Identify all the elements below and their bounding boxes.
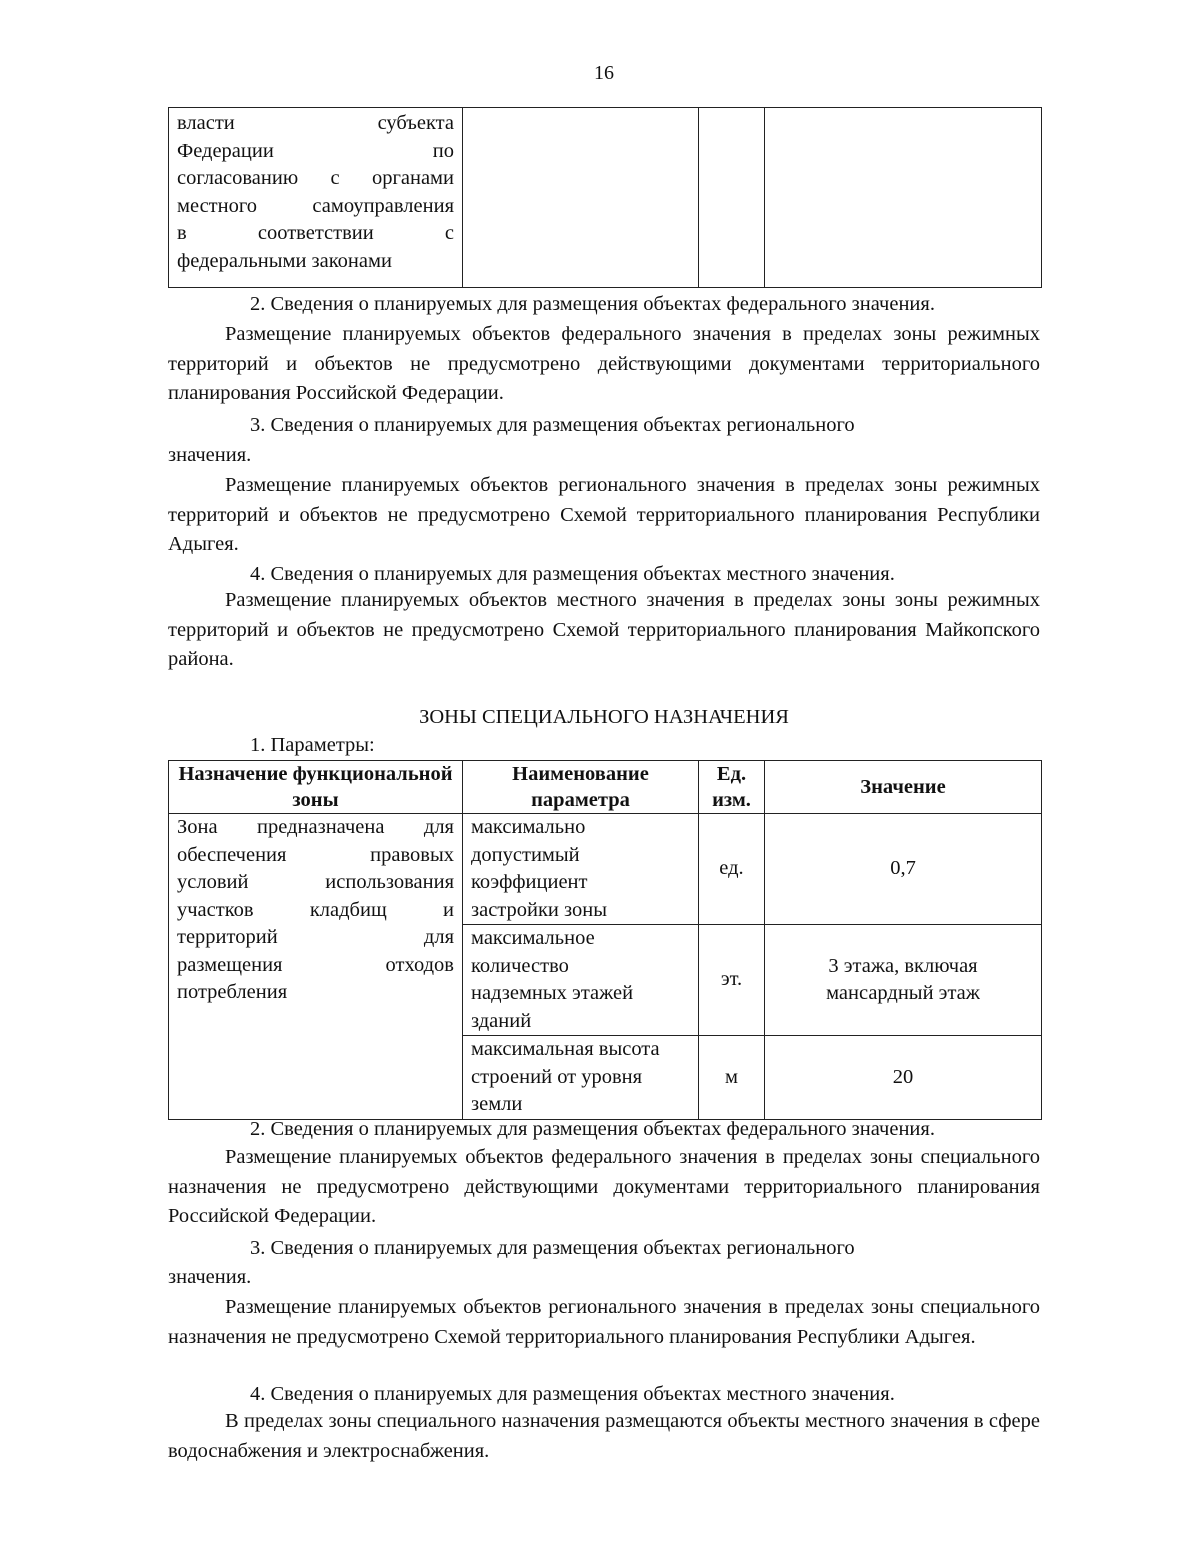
param-name: максимальная высота строений от уровня земли xyxy=(463,1036,699,1120)
table-row xyxy=(169,814,1042,925)
param-value: 20 xyxy=(765,1036,1042,1120)
cell-line: власти субъекта xyxy=(177,112,454,134)
s1-regional-text: Размещение планируемых объектов регионального значения в пределах зоны режимных территорий и объектов не предусмотрено Схемой территориального планирования Республики Адыгея. xyxy=(168,474,1040,555)
cell-line: федеральными законами xyxy=(177,249,392,272)
table-cell xyxy=(463,108,699,288)
cell-line: потребления xyxy=(177,981,288,1003)
s2-regional-text: Размещение планируемых объектов регионального значения в пределах зоны специального назначения не предусмотрено Схемой территориального планирования Республики Адыгея. xyxy=(168,1296,1040,1348)
header-param: Наименование параметра xyxy=(463,761,699,814)
cell-line: согласованию с органами xyxy=(177,167,454,189)
s1-local-text: Размещение планируемых объектов местного значения в пределах зоны зоны режимных территорий и объектов не предусмотрено Схемой территориального планирования Майкопского района. xyxy=(168,589,1040,670)
cell-line: местного самоуправления xyxy=(177,194,454,217)
param-unit: эт. xyxy=(699,925,765,1036)
zone-purpose-cell xyxy=(169,814,463,1120)
table-cell xyxy=(699,108,765,288)
cell-line: Зона предназначена для xyxy=(177,816,454,838)
s2-federal-text: Размещение планируемых объектов федерального значения в пределах зоны специального назначения не предусмотрено действующими документами территориального планирования Российской Федерации. xyxy=(168,1146,1040,1227)
header-unit: Ед. изм. xyxy=(699,761,765,814)
s1-regional-heading-b: значения. xyxy=(168,444,252,466)
param-name: максимальное количество надземных этажей зданий xyxy=(463,925,699,1036)
header-value: Значение xyxy=(765,761,1042,814)
cell-line: обеспечения правовых xyxy=(177,843,454,866)
s2-federal-heading: 2. Сведения о планируемых для размещения объектах федерального значения. xyxy=(250,1118,935,1140)
section-title: ЗОНЫ СПЕЦИАЛЬНОГО НАЗНАЧЕНИЯ xyxy=(419,706,789,728)
table-cell xyxy=(169,108,463,288)
cell-line: условий использования xyxy=(177,871,454,893)
cell-line: участков кладбищ и xyxy=(177,898,454,921)
s2-local-heading: 4. Сведения о планируемых для размещения объектах местного значения. xyxy=(250,1383,895,1405)
s2-regional-heading-a: 3. Сведения о планируемых для размещения объектах регионального xyxy=(250,1237,855,1259)
param-value: 3 этажа, включая мансардный этаж xyxy=(765,925,1042,1036)
cell-line: территорий для xyxy=(177,926,454,948)
cell-line: в соответствии с xyxy=(177,222,454,244)
table-cell xyxy=(765,108,1042,288)
params-label: 1. Параметры: xyxy=(250,734,375,756)
s1-local-heading: 4. Сведения о планируемых для размещения объектах местного значения. xyxy=(250,563,895,585)
cell-line: Федерации по xyxy=(177,139,454,162)
s1-federal-heading: 2. Сведения о планируемых для размещения объектах федерального значения. xyxy=(250,293,935,315)
param-unit: м xyxy=(699,1036,765,1120)
param-name: максимально допустимый коэффициент застройки зоны xyxy=(463,814,699,925)
s1-federal-text: Размещение планируемых объектов федерального значения в пределах зоны режимных территорий и объектов не предусмотрено действующими документами территориального планирования Российской Федерации. xyxy=(168,323,1040,404)
param-value: 0,7 xyxy=(765,814,1042,925)
header-zone: Назначение функциональной зоны xyxy=(169,761,463,814)
header-row xyxy=(169,761,1042,814)
s2-regional-heading-b: значения. xyxy=(168,1266,252,1288)
s2-local-text: В пределах зоны специального назначения размещаются объекты местного значения в сфере водоснабжения и электроснабжения. xyxy=(168,1410,1040,1462)
top-table-continuation xyxy=(168,107,1042,288)
param-unit: ед. xyxy=(699,814,765,925)
s1-regional-heading-a: 3. Сведения о планируемых для размещения объектах регионального xyxy=(250,414,855,436)
cell-line: размещения отходов xyxy=(177,953,454,976)
page-number: 16 xyxy=(594,62,614,84)
parameters-table xyxy=(168,760,1042,1120)
